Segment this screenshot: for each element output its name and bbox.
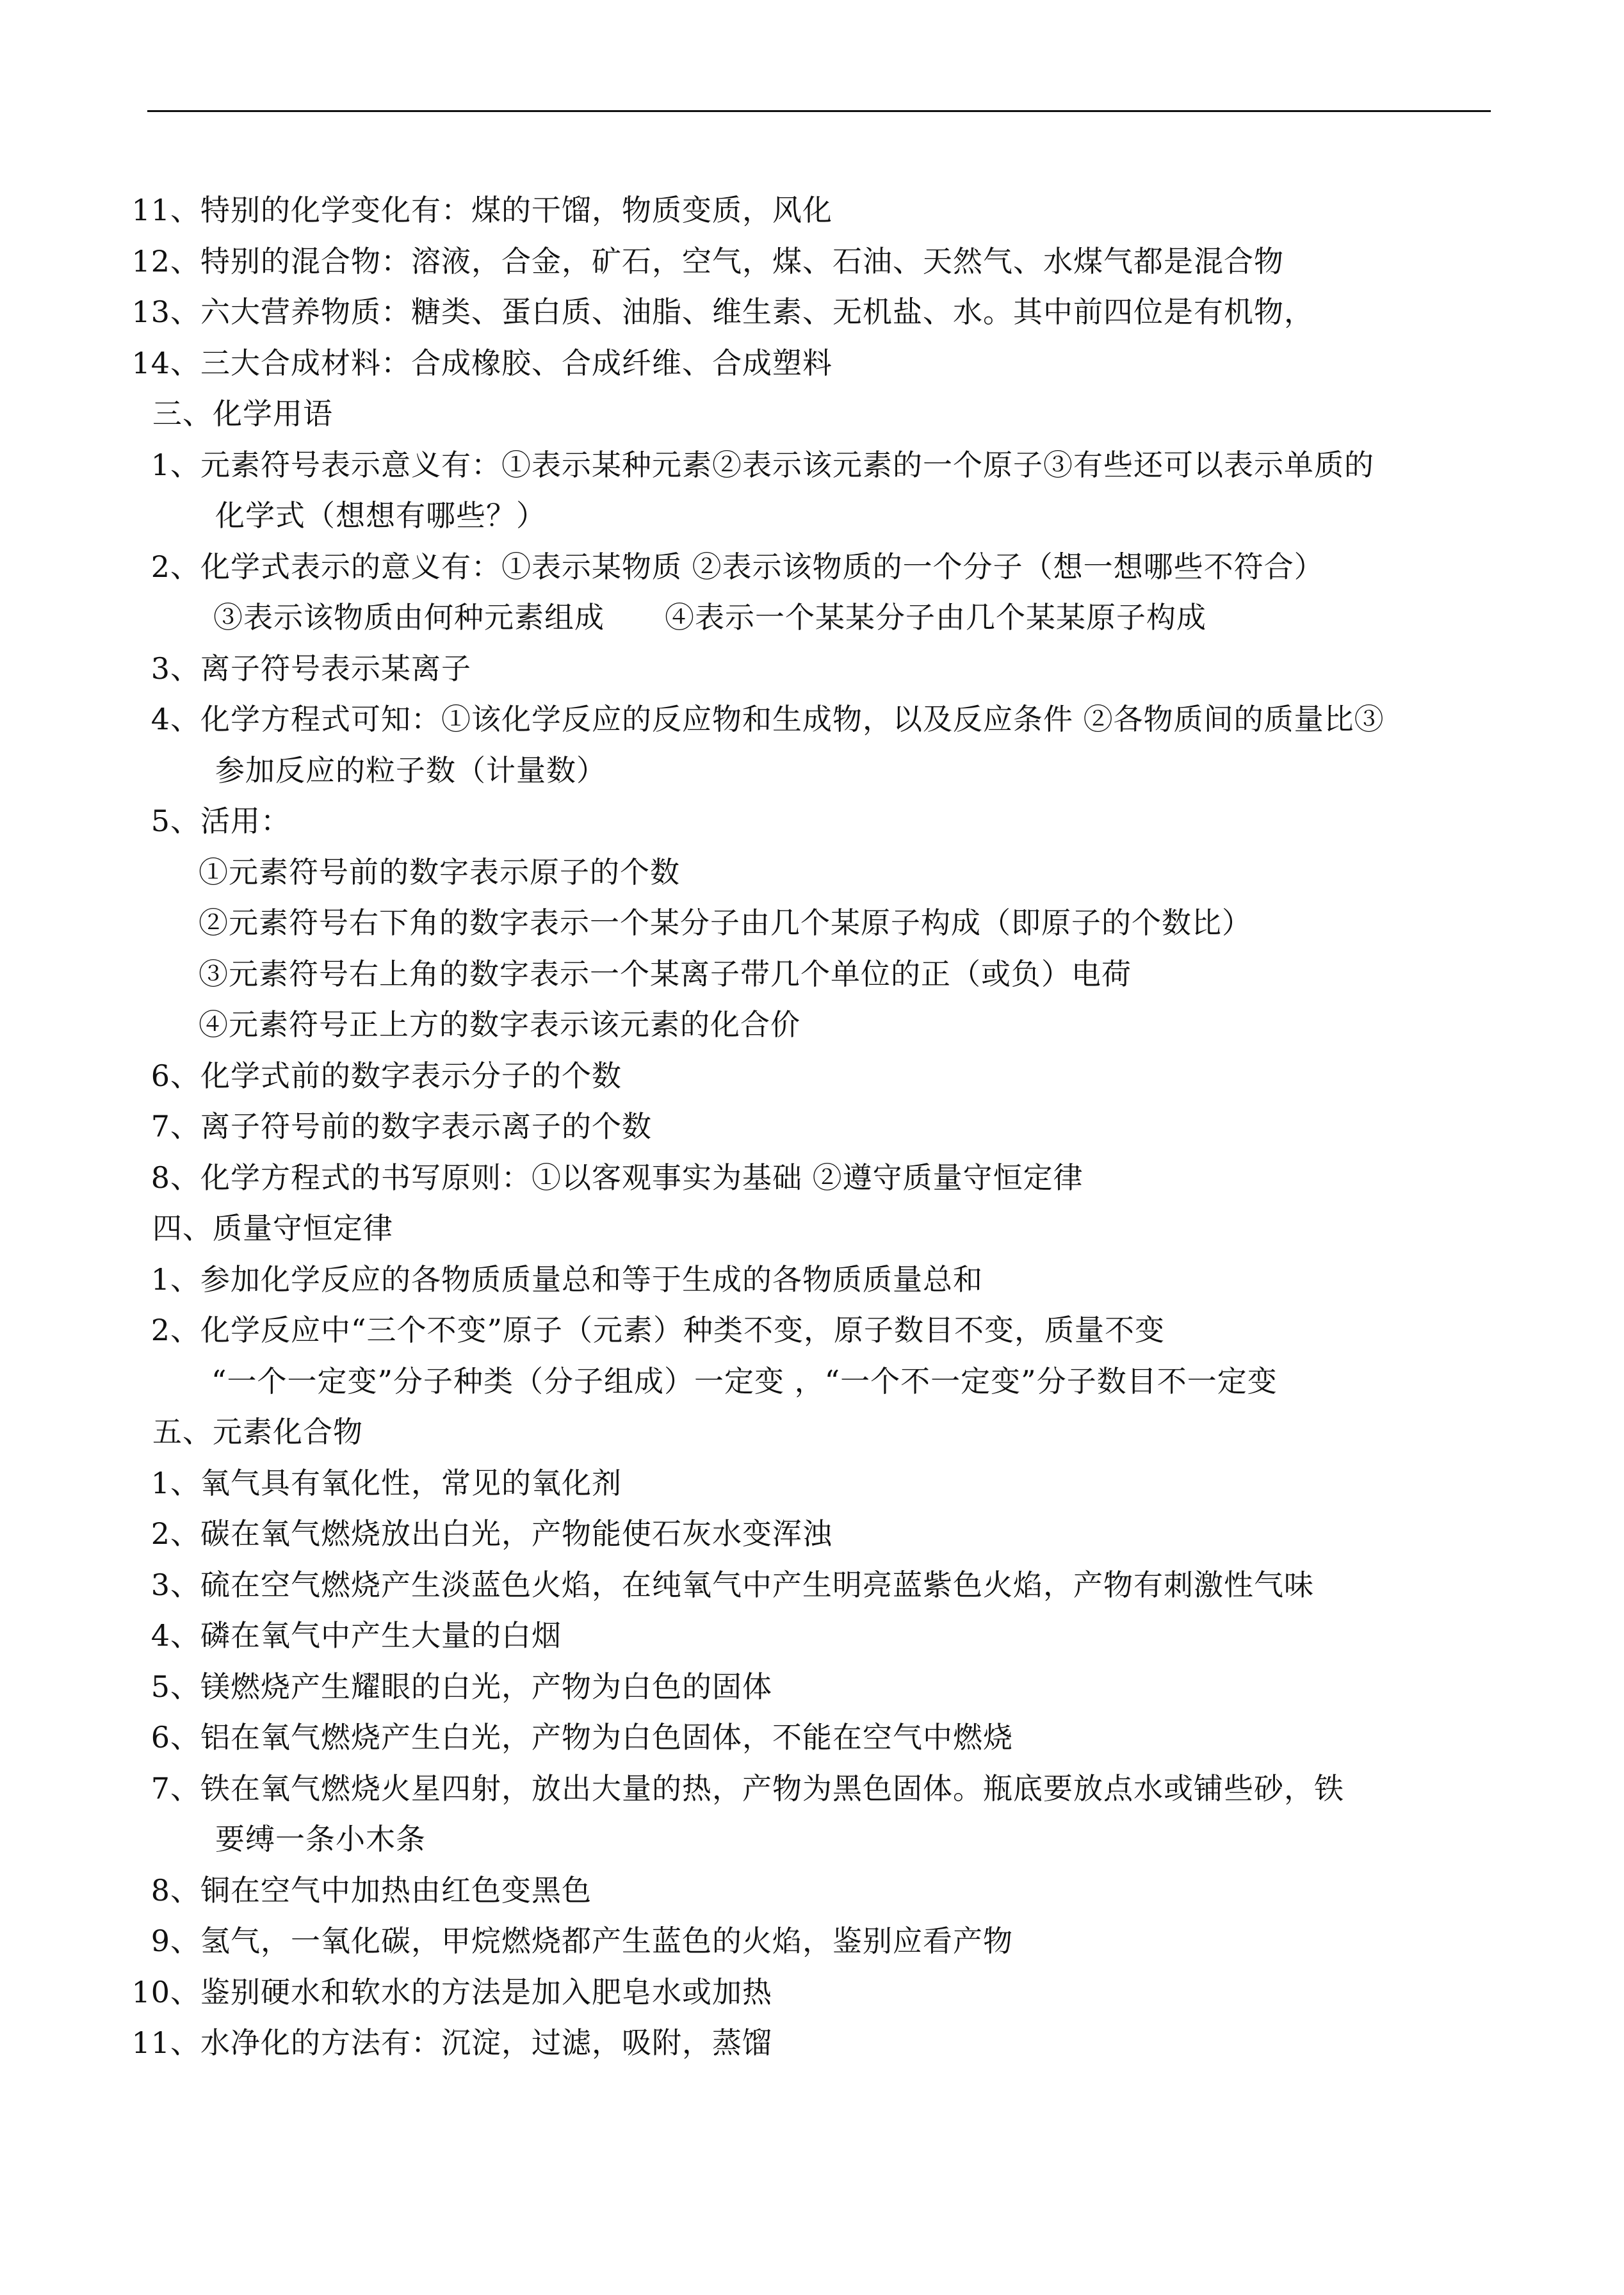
item-text: 化学反应中“三个不变”原子（元素）种类不变，原子数目不变，质量不变: [200, 1313, 1165, 1347]
item-continuation-text: ③表示该物质由何种元素组成 ④表示一个某某分子由几个某某原子构成: [213, 600, 1206, 635]
item-number: 9、: [150, 1924, 200, 1958]
item-number: 3、: [150, 1567, 200, 1602]
item-text: 铝在氧气燃烧产生白光，产物为白色固体，不能在空气中燃烧: [200, 1720, 1013, 1755]
item-text: 铁在氧气燃烧火星四射，放出大量的热，产物为黑色固体。瓶底要放点水或铺些砂，铁: [200, 1771, 1344, 1806]
item-text: 化学式前的数字表示分子的个数: [200, 1058, 622, 1093]
sub-item-text: ④元素符号正上方的数字表示该元素的化合价: [199, 1007, 800, 1042]
sub-item-text: ①元素符号前的数字表示原子的个数: [199, 854, 680, 889]
item-text: 鉴别硬水和软水的方法是加入肥皂水或加热: [200, 1974, 772, 2009]
item-text: 化学方程式可知：①该化学反应的反应物和生成物，以及反应条件 ②各物质间的质量比③: [200, 702, 1384, 736]
item-text: 参加化学反应的各物质质量总和等于生成的各物质质量总和: [200, 1261, 983, 1297]
item-continuation-text: 化学式（想想有哪些？）: [215, 498, 546, 533]
item-continuation-text: “一个一定变”分子种类（分子组成）一定变 ，“一个不一定变”分子数目不一定变: [211, 1363, 1278, 1399]
item-number: 8、: [150, 1872, 200, 1908]
item-number: 7、: [150, 1771, 200, 1806]
item-number: 2、: [150, 1516, 200, 1551]
item-text: 硫在空气燃烧产生淡蓝色火焰，在纯氧气中产生明亮蓝紫色火焰，产物有刺激性气味: [200, 1567, 1314, 1602]
item-continuation-text: 要缚一条小木条: [215, 1822, 426, 1856]
item-text: 元素符号表示意义有：①表示某种元素②表示该元素的一个原子③有些还可以表示单质的: [200, 447, 1374, 482]
item-continuation-text: 参加反应的粒子数（计量数）: [215, 752, 606, 788]
item-text: 特别的混合物：溶液，合金，矿石，空气，煤、石油、天然气、水煤气都是混合物: [200, 243, 1284, 279]
item-text: 离子符号表示某离子: [200, 651, 471, 686]
item-number: 3、: [150, 651, 200, 686]
section-heading-text: 三、化学用语: [152, 396, 333, 431]
item-number: 8、: [150, 1160, 200, 1195]
item-number: 4、: [150, 702, 200, 736]
item-text: 碳在氧气燃烧放出白光，产物能使石灰水变浑浊: [200, 1516, 832, 1551]
item-text: 水净化的方法有：沉淀，过滤，吸附，蒸馏: [200, 2025, 772, 2060]
item-number: 7、: [150, 1109, 200, 1144]
sub-item-text: ③元素符号右上角的数字表示一个某离子带几个单位的正（或负）电荷: [199, 956, 1132, 991]
item-text: 化学方程式的书写原则：①以客观事实为基础 ②遵守质量守恒定律: [200, 1160, 1084, 1195]
item-number: 6、: [150, 1058, 200, 1093]
item-text: 铜在空气中加热由红色变黑色: [200, 1872, 592, 1908]
item-text: 氧气具有氧化性，常见的氧化剂: [200, 1465, 622, 1500]
item-number: 1、: [150, 447, 200, 482]
item-number: 6、: [150, 1720, 200, 1755]
item-text: 氢气，一氧化碳，甲烷燃烧都产生蓝色的火焰，鉴别应看产物: [200, 1924, 1013, 1958]
sub-item-text: ②元素符号右下角的数字表示一个某分子由几个某原子构成（即原子的个数比）: [199, 905, 1252, 940]
item-number: 2、: [150, 549, 200, 584]
item-text: 活用：: [200, 804, 291, 838]
item-text: 化学式表示的意义有：①表示某物质 ②表示该物质的一个分子（想一想哪些不符合）: [200, 549, 1324, 584]
item-text: 三大合成材料：合成橡胶、合成纤维、合成塑料: [200, 345, 832, 380]
item-text: 特别的化学变化有：煤的干馏，物质变质，风化: [200, 193, 832, 227]
item-number: 1、: [150, 1465, 200, 1500]
item-number: 5、: [150, 804, 200, 838]
item-text: 六大营养物质：糖类、蛋白质、油脂、维生素、无机盐、水。其中前四位是有机物，: [200, 295, 1314, 329]
header-rule: [147, 110, 1491, 112]
item-number: 5、: [150, 1669, 200, 1704]
item-number: 4、: [150, 1618, 200, 1653]
section-heading-text: 四、质量守恒定律: [152, 1211, 393, 1245]
item-text: 离子符号前的数字表示离子的个数: [200, 1109, 652, 1144]
section-heading-text: 五、元素化合物: [152, 1415, 363, 1449]
item-number: 12、: [131, 243, 200, 279]
item-number: 10、: [131, 1974, 200, 2009]
item-number: 11、: [131, 2025, 200, 2060]
item-number: 2、: [150, 1313, 200, 1347]
item-text: 磷在氧气中产生大量的白烟: [200, 1618, 562, 1653]
item-number: 13、: [131, 295, 200, 329]
item-text: 镁燃烧产生耀眼的白光，产物为白色的固体: [200, 1669, 772, 1704]
item-number: 11、: [131, 193, 200, 227]
item-number: 1、: [150, 1261, 200, 1297]
item-number: 14、: [131, 345, 200, 380]
